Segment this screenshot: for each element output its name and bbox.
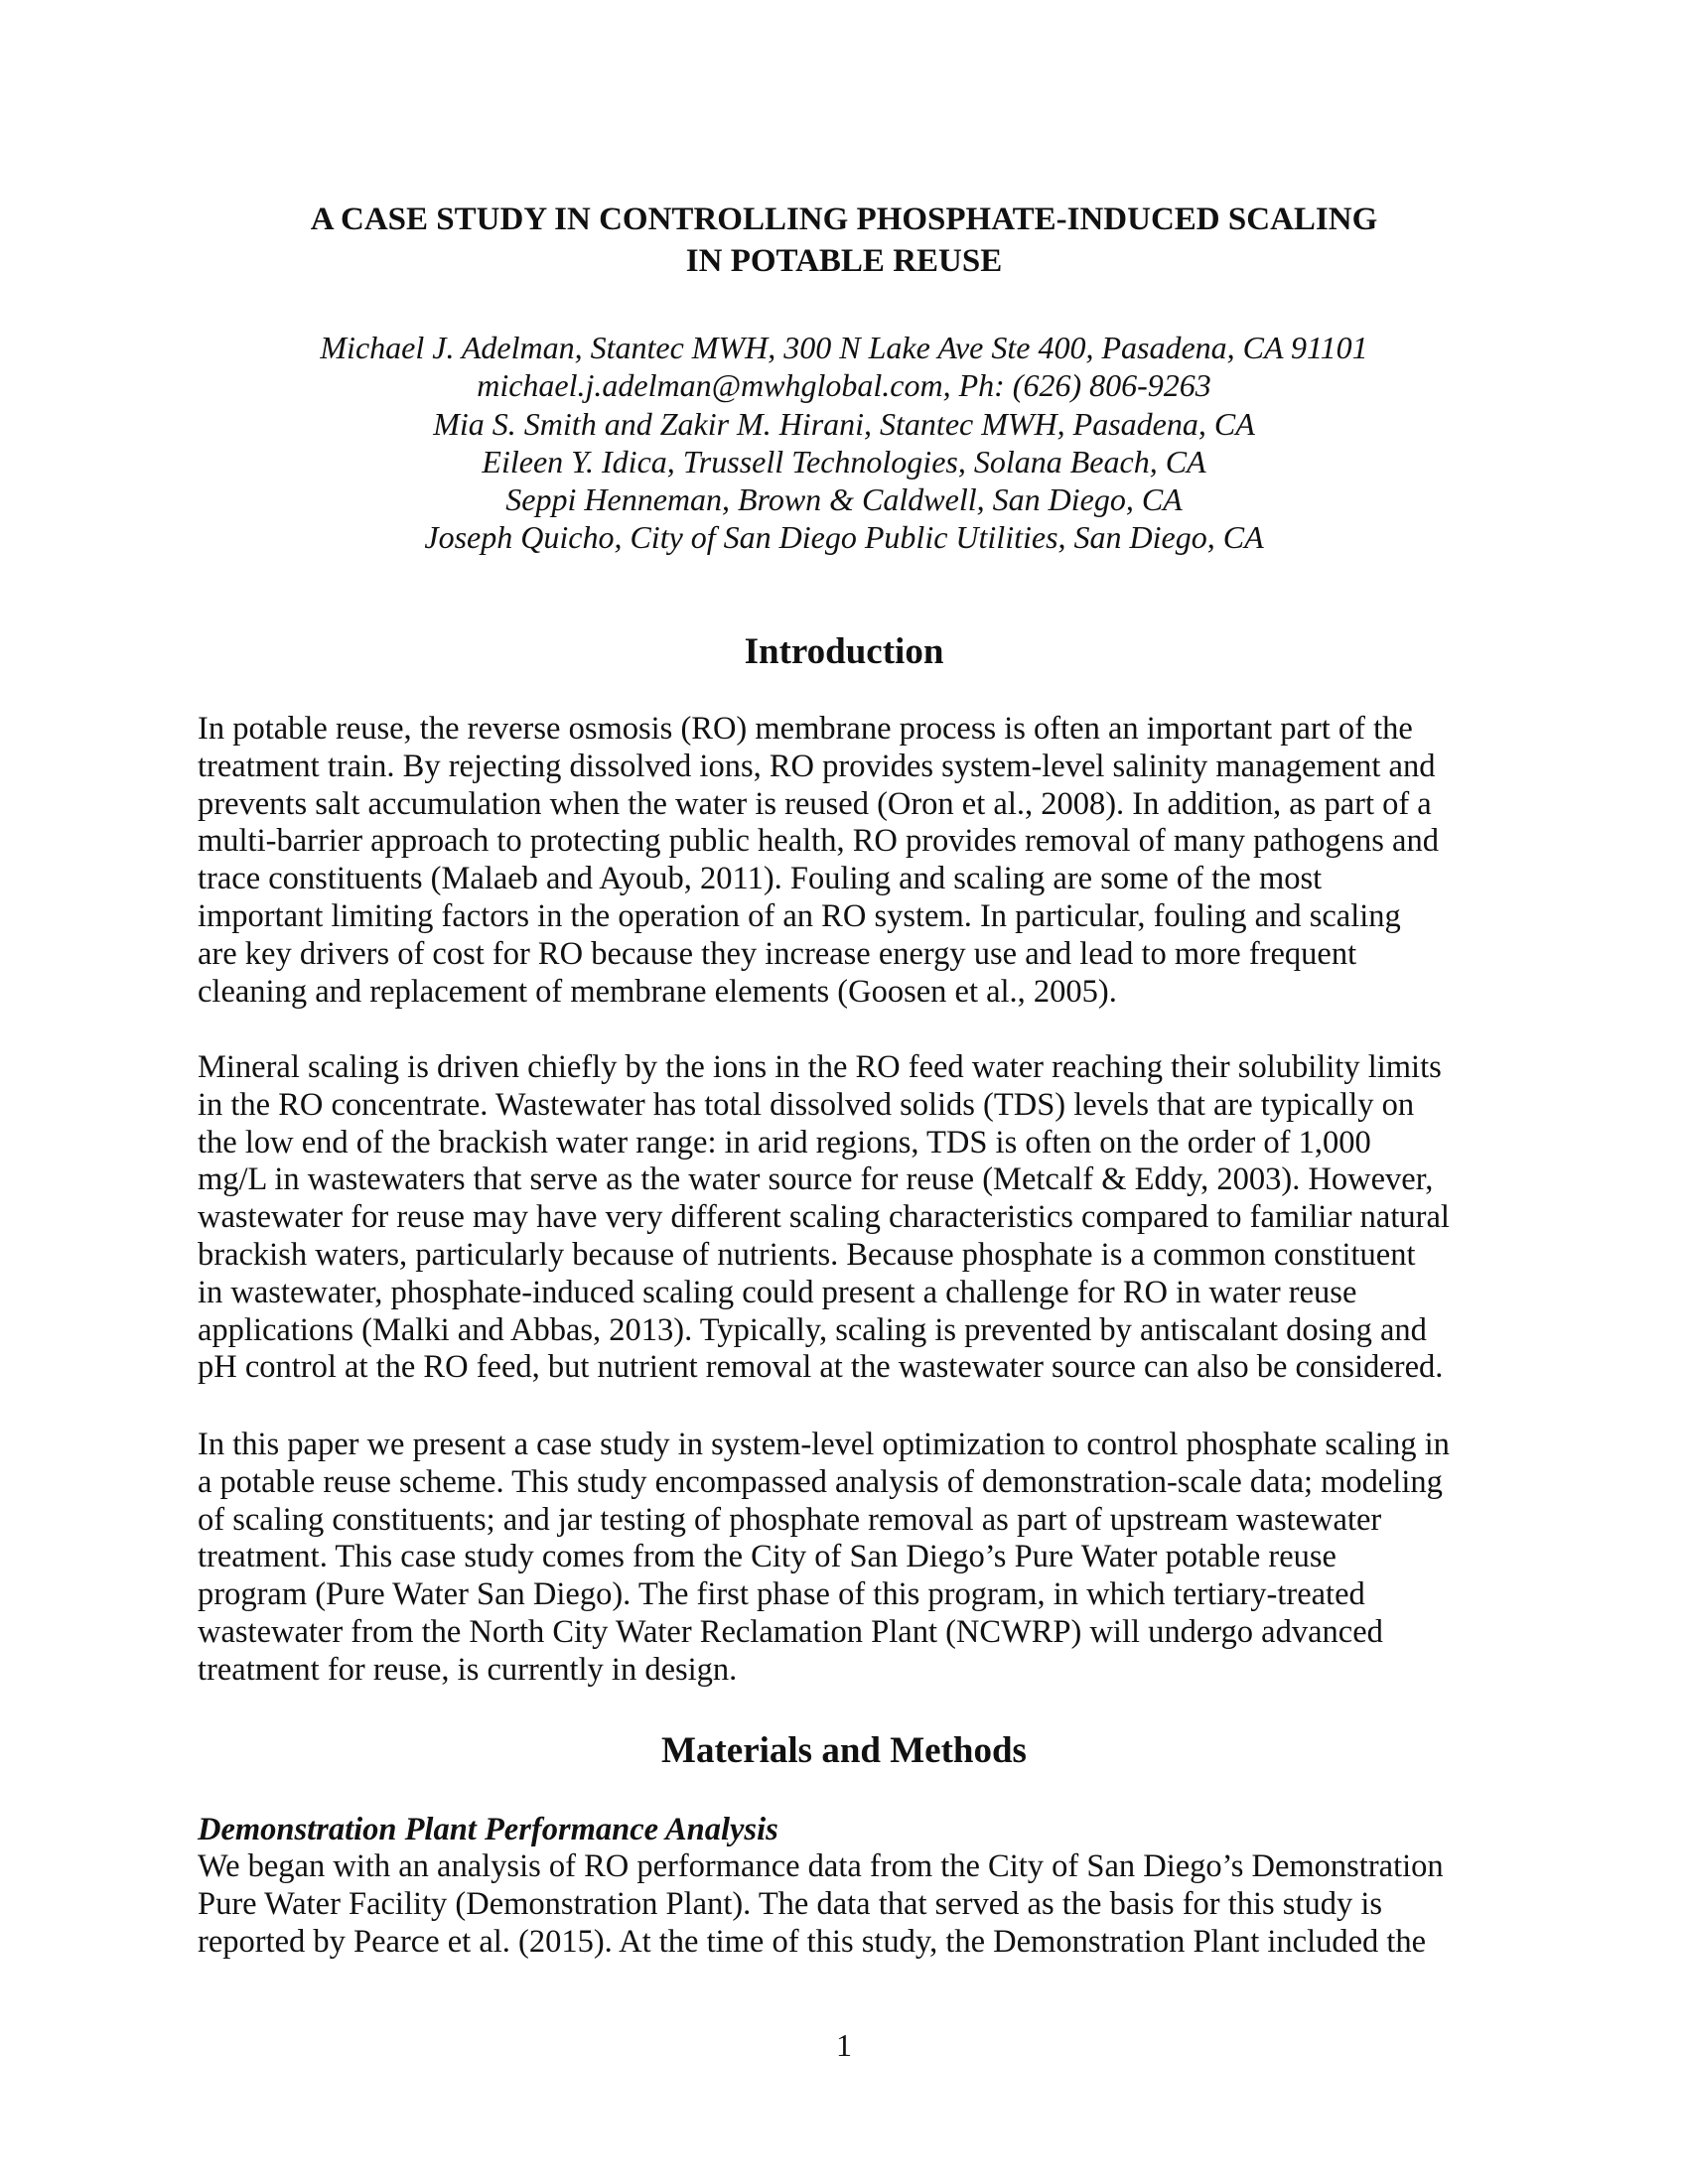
author-block xyxy=(0,329,1688,557)
methods-paragraph xyxy=(198,1848,1488,1961)
text-line: cleaning and replacement of membrane elements (Goosen et al., 2005). xyxy=(198,973,1117,1010)
paper-title xyxy=(0,199,1688,282)
text-line: Pure Water Facility (Demonstration Plant). The data that served as the basis for this study is xyxy=(198,1885,1383,1922)
text-line: multi-barrier approach to protecting public health, RO provides removal of many pathogens and xyxy=(198,823,1439,860)
author-email-line: michael.j.adelman@mwhglobal.com, Ph: (626) 806-9263 xyxy=(477,367,1211,404)
text-line: applications (Malki and Abbas, 2013). Typically, scaling is prevented by antiscalant dosing and xyxy=(198,1311,1427,1348)
page-number: 1 xyxy=(836,2027,852,2063)
text-line: reported by Pearce et al. (2015). At the time of this study, the Demonstration Plant included the xyxy=(198,1923,1427,1960)
text-line: treatment. This case study comes from the City of San Diego’s Pure Water potable reuse xyxy=(198,1539,1336,1575)
intro-paragraph-2 xyxy=(198,1049,1488,1387)
introduction-heading: Introduction xyxy=(744,631,944,672)
title-line: IN POTABLE REUSE xyxy=(685,243,1003,279)
author-line: Eileen Y. Idica, Trussell Technologies, Solana Beach, CA xyxy=(482,443,1206,479)
text-line: the low end of the brackish water range: in arid regions, TDS is often on the order of 1,000 xyxy=(198,1124,1371,1160)
text-line: in wastewater, phosphate-induced scaling could present a challenge for RO in water reuse xyxy=(198,1274,1357,1310)
author-line: Mia S. Smith and Zakir M. Hirani, Stantec MWH, Pasadena, CA xyxy=(433,405,1255,442)
intro-paragraph-3 xyxy=(198,1427,1488,1690)
text-line: pH control at the RO feed, but nutrient removal at the wastewater source can also be considered. xyxy=(198,1349,1444,1386)
text-line: wastewater from the North City Water Reclamation Plant (NCWRP) will undergo advanced xyxy=(198,1613,1383,1650)
author-line: Seppi Henneman, Brown & Caldwell, San Diego, CA xyxy=(505,481,1183,518)
text-line: important limiting factors in the operation of an RO system. In particular, fouling and scaling xyxy=(198,897,1401,934)
text-line: program (Pure Water San Diego). The first phase of this program, in which tertiary-treated xyxy=(198,1576,1365,1613)
text-line: in the RO concentrate. Wastewater has total dissolved solids (TDS) levels that are typically on xyxy=(198,1086,1415,1123)
text-line: We began with an analysis of RO performance data from the City of San Diego’s Demonstration xyxy=(198,1848,1444,1884)
text-line: Mineral scaling is driven chiefly by the ions in the RO feed water reaching their solubility limits xyxy=(198,1049,1442,1085)
intro-paragraph-1 xyxy=(198,711,1488,1011)
text-line: In this paper we present a case study in system-level optimization to control phosphate scaling in xyxy=(198,1427,1450,1462)
demonstration-plant-subheading: Demonstration Plant Performance Analysis xyxy=(198,1812,778,1847)
author-line: Joseph Quicho, City of San Diego Public Utilities, San Diego, CA xyxy=(424,519,1264,556)
text-line: brackish waters, particularly because of nutrients. Because phosphate is a common constituent xyxy=(198,1236,1416,1273)
text-line: In potable reuse, the reverse osmosis (RO) membrane process is often an important part of the xyxy=(198,711,1413,747)
text-line: prevents salt accumulation when the water is reused (Oron et al., 2008). In addition, as part of a xyxy=(198,785,1432,822)
author-line: Michael J. Adelman, Stantec MWH, 300 N Lake Ave Ste 400, Pasadena, CA 91101 xyxy=(320,330,1368,365)
materials-methods-heading: Materials and Methods xyxy=(661,1730,1027,1771)
text-line: a potable reuse scheme. This study encompassed analysis of demonstration-scale data; modeling xyxy=(198,1463,1443,1500)
text-line: treatment train. By rejecting dissolved ions, RO provides system-level salinity management and xyxy=(198,748,1436,784)
text-line: are key drivers of cost for RO because they increase energy use and lead to more frequent xyxy=(198,935,1357,972)
text-line: treatment for reuse, is currently in design. xyxy=(198,1651,738,1688)
text-line: trace constituents (Malaeb and Ayoub, 2011). Fouling and scaling are some of the most xyxy=(198,861,1323,897)
title-line: A CASE STUDY IN CONTROLLING PHOSPHATE-INDUCED SCALING xyxy=(310,202,1378,237)
text-line: mg/L in wastewaters that serve as the water source for reuse (Metcalf & Eddy, 2003). However, xyxy=(198,1161,1434,1198)
text-line: of scaling constituents; and jar testing of phosphate removal as part of upstream wastewater xyxy=(198,1501,1382,1538)
text-line: wastewater for reuse may have very different scaling characteristics compared to familiar natural xyxy=(198,1199,1450,1236)
